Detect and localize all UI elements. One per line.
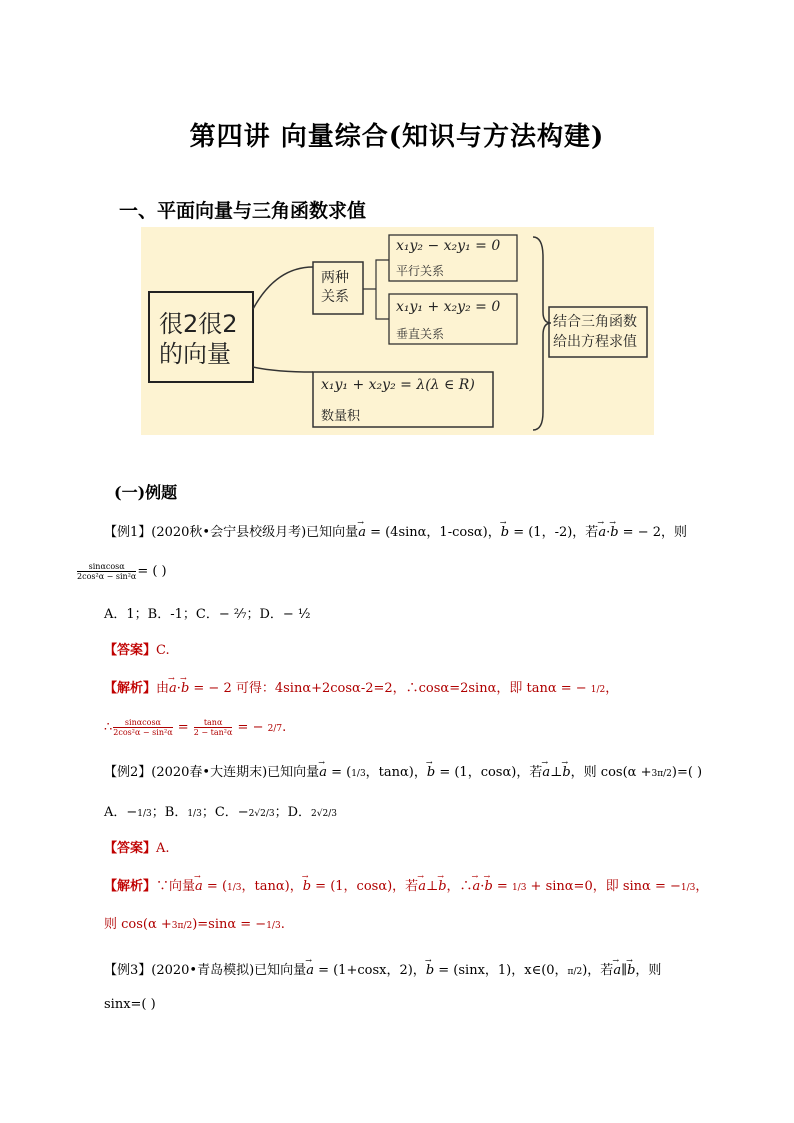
ex2-p3-frac: 3π/2 bbox=[651, 769, 672, 779]
ex2-choice-a: 1/3 bbox=[137, 809, 152, 819]
ex3-question-2: sinx=( ) bbox=[104, 997, 156, 1012]
section-heading-2: (一)例题 bbox=[114, 483, 178, 502]
result-line-1: 结合三角函数 bbox=[553, 314, 637, 330]
ex2-p2: = (1，cosα)，若 bbox=[435, 765, 543, 780]
ex2-sol2: 则 cos(α + bbox=[104, 917, 172, 932]
ex1-frac bbox=[77, 562, 136, 581]
ex1-sol2-frac: 1/2 bbox=[590, 685, 606, 695]
ex1-sol3: ∴ bbox=[104, 720, 113, 735]
ex2-solution: 【解析】∵向量→ a = (1/3，tanα)，→ b = (1，cosα)，若→ a⊥→ b，∴→ a·→ b = 1/3 + sinα=0，即 sinα = −1/3， bbox=[104, 878, 708, 897]
ex2-choice-b: 1/3 bbox=[187, 809, 202, 819]
ex1-sol3-frac: 2/7 bbox=[267, 724, 283, 734]
ex1-solution: 【解析】由→ a·→ b = − 2 可得：4sinα+2cosα-2=2，∴cosα=2sinα，即 tanα = − 1/2， bbox=[104, 680, 618, 699]
center-line-1: 很2很2 bbox=[159, 310, 238, 338]
ex2-answer-tag: 【答案】 bbox=[104, 841, 157, 856]
two-line-1: 两种 bbox=[321, 270, 349, 286]
ex2-sol1g: = bbox=[492, 879, 512, 894]
ex1-choice-d-label: ；D． bbox=[246, 607, 283, 622]
ex2-sol2-frac: 3π/2 bbox=[171, 921, 193, 931]
ex1-sol3-eq: = − bbox=[233, 720, 268, 735]
ex2-p3b: )=( ) bbox=[671, 765, 703, 780]
ex2-answer bbox=[104, 840, 170, 858]
vec-a: → a bbox=[319, 764, 327, 782]
ex2-question: 【例2】(2020春•大连期末)已知向量→ a = (1/3，tanα)，→ b = (1，cosα)，若→ a⊥→ b，则 cos(α +3π/2)=( ) bbox=[104, 764, 702, 783]
result-label bbox=[553, 312, 637, 352]
vec-b: → b bbox=[610, 524, 618, 542]
vec-a: → a bbox=[418, 878, 426, 896]
ex2-sol1-frac: 1/3 bbox=[227, 883, 242, 893]
vec-b: → b bbox=[427, 764, 435, 782]
perp-label: 垂直关系 bbox=[396, 327, 445, 341]
ex1-solution-2: ∴ $\frac{\sin\alpha\cos\alpha}{\text{2cos²α − sin²α}}$ = $\frac{\tan\alpha}{\text{2 − tan²α}}$ = − 2/7. bbox=[104, 718, 287, 737]
parallel-label: 平行关系 bbox=[396, 264, 445, 278]
ex1-frac-num: sinαcosα bbox=[77, 562, 136, 572]
two-line-2: 关系 bbox=[321, 289, 349, 305]
ex1-sol-frac2 bbox=[194, 718, 233, 737]
ex3-tag: 【例3】 bbox=[104, 963, 152, 978]
ex2-sol1c: ，tanα)， bbox=[241, 879, 303, 894]
ex2-sol1: ∵向量 bbox=[156, 879, 196, 894]
ex1-choice-c: − ²⁄₇ bbox=[218, 607, 247, 622]
ex3-p1: = (1+cosx，2)， bbox=[313, 963, 426, 978]
vec-a: → a bbox=[358, 524, 366, 542]
ex2-src: (2020春•大连期末)已知向量 bbox=[151, 765, 320, 780]
ex1-solution-tag: 【解析】 bbox=[104, 681, 157, 696]
vec-b: → b bbox=[426, 962, 434, 980]
ex1-choices bbox=[104, 606, 311, 624]
vec-b: → b bbox=[181, 680, 189, 698]
ex3-src: (2020•青岛模拟)已知向量 bbox=[151, 963, 307, 978]
ex1-answer-tag: 【答案】 bbox=[104, 643, 157, 658]
ex1-p3: = − 2，则 bbox=[618, 525, 688, 540]
ex2-sol1h: 1/3 bbox=[511, 883, 527, 893]
ex1-sol-frac2-num: tanα bbox=[194, 718, 233, 728]
center-line-2: 的向量 bbox=[159, 340, 231, 368]
ex1-p1: = (4sinα，1-cosα)， bbox=[365, 525, 501, 540]
ex2-choice-d-label: ；D． bbox=[274, 805, 312, 820]
page-title: 第四讲 向量综合(知识与方法构建) bbox=[189, 122, 605, 152]
ex2-sol2c: 1/3 bbox=[266, 921, 281, 931]
vec-b: → b bbox=[438, 878, 446, 896]
connector-branch bbox=[363, 260, 389, 319]
perp-formula: x₁y₁ + x₂y₂ = 0 bbox=[396, 299, 501, 315]
ex2-solution-2: 则 cos(α +3π/2)=sinα = −1/3. bbox=[104, 917, 285, 932]
vec-a: → a bbox=[598, 524, 606, 542]
ex1-sol-frac1-num: sinαcosα bbox=[113, 718, 172, 728]
dot-formula: x₁y₁ + x₂y₂ = λ(λ ∈ R) bbox=[321, 377, 475, 393]
vec-a: → a bbox=[195, 878, 203, 896]
ex2-choice-c: 2√2/3 bbox=[248, 809, 275, 819]
ex2-answer-value: A. bbox=[156, 841, 170, 856]
ex1-src: (2020秋•会宁县校级月考)已知向量 bbox=[151, 525, 359, 540]
ex3-p2b: )，若 bbox=[582, 963, 614, 978]
vec-a: → a bbox=[306, 962, 314, 980]
ex1-answer bbox=[104, 642, 170, 660]
ex1-question: 【例1】(2020秋•会宁县校级月考)已知向量→ a = (4sinα，1-cosα)，→ b = (1，-2)，若→ a·→ b = − 2，则 bbox=[104, 524, 687, 542]
parallel-formula: x₁y₂ − x₂y₁ = 0 bbox=[396, 238, 501, 254]
dot-label: 数量积 bbox=[321, 409, 361, 424]
ex2-sol1j: 1/3 bbox=[680, 883, 696, 893]
vec-b: → b bbox=[501, 524, 509, 542]
vec-b: → b bbox=[484, 878, 492, 896]
ex1-p2: = (1，-2)，若 bbox=[509, 525, 599, 540]
center-label bbox=[159, 309, 238, 369]
ex1-question-2 bbox=[76, 562, 167, 581]
result-line-2: 给出方程求值 bbox=[553, 334, 637, 350]
ex1-sol2: = − 2 可得：4sinα+2cosα-2=2，∴cosα=2sinα，即 tanα = − bbox=[189, 681, 591, 696]
vec-b: → b bbox=[627, 962, 635, 980]
ex1-sol-frac1-den: 2cos²α − sin²α bbox=[113, 728, 173, 737]
two-relations-label bbox=[321, 269, 349, 307]
vec-b: → b bbox=[562, 764, 570, 782]
vec-a: → a bbox=[613, 962, 621, 980]
ex3-p2: = (sinx，1)，x∈(0， bbox=[434, 963, 568, 978]
ex1-tag: 【例1】 bbox=[104, 525, 152, 540]
ex2-sol1d: = (1，cosα)，若 bbox=[311, 879, 419, 894]
connector-two bbox=[253, 267, 313, 309]
vec-a: → a bbox=[542, 764, 550, 782]
connector-dot bbox=[253, 367, 313, 372]
ex1-sol-frac1 bbox=[113, 718, 172, 737]
vec-a: → a bbox=[169, 680, 177, 698]
ex2-p1-frac: 1/3 bbox=[351, 769, 366, 779]
ex1-choices-text: A．1；B．-1；C． bbox=[104, 607, 219, 622]
ex2-sol1e: ，∴ bbox=[446, 879, 473, 894]
ex3-p3: ，则 bbox=[635, 963, 662, 978]
section-heading-1: 一、平面向量与三角函数求值 bbox=[119, 200, 367, 222]
ex2-choices bbox=[104, 804, 337, 823]
ex1-sol1: 由 bbox=[156, 681, 170, 696]
vec-b: → b bbox=[303, 878, 311, 896]
ex2-sol1i: + sinα=0，即 sinα = − bbox=[526, 879, 681, 894]
ex2-p1: = ( bbox=[326, 765, 352, 780]
ex2-choice-d: 2√2/3 bbox=[311, 809, 337, 819]
ex3-p2-frac: π/2 bbox=[567, 967, 583, 977]
ex2-choice-a-label: A．− bbox=[104, 805, 138, 820]
ex2-choice-b-label: ；B． bbox=[151, 805, 188, 820]
mind-map bbox=[141, 227, 654, 435]
ex1-tail: = ( ) bbox=[137, 564, 167, 579]
ex2-choice-c-label: ；C．− bbox=[201, 805, 249, 820]
ex3-question: 【例3】(2020•青岛模拟)已知向量→ a = (1+cosx，2)，→ b = (sinx，1)，x∈(0，π/2)，若→ a∥→ b，则 bbox=[104, 962, 661, 981]
ex1-sol-frac2-den: 2 − tan²α bbox=[193, 728, 233, 737]
vec-a: → a bbox=[473, 878, 481, 896]
ex2-p1b: ，tanα)， bbox=[365, 765, 427, 780]
ex1-frac-den: 2cos²α − sin²α bbox=[77, 572, 137, 581]
ex2-solution-tag: 【解析】 bbox=[104, 879, 157, 894]
ex1-choice-d: − ¹⁄₂ bbox=[282, 607, 311, 622]
ex2-tag: 【例2】 bbox=[104, 765, 152, 780]
ex1-answer-value: C. bbox=[156, 643, 170, 658]
ex2-p3: ，则 cos(α + bbox=[570, 765, 652, 780]
ex2-sol2b: )=sinα = − bbox=[192, 917, 267, 932]
ex2-sol1b: = ( bbox=[202, 879, 228, 894]
